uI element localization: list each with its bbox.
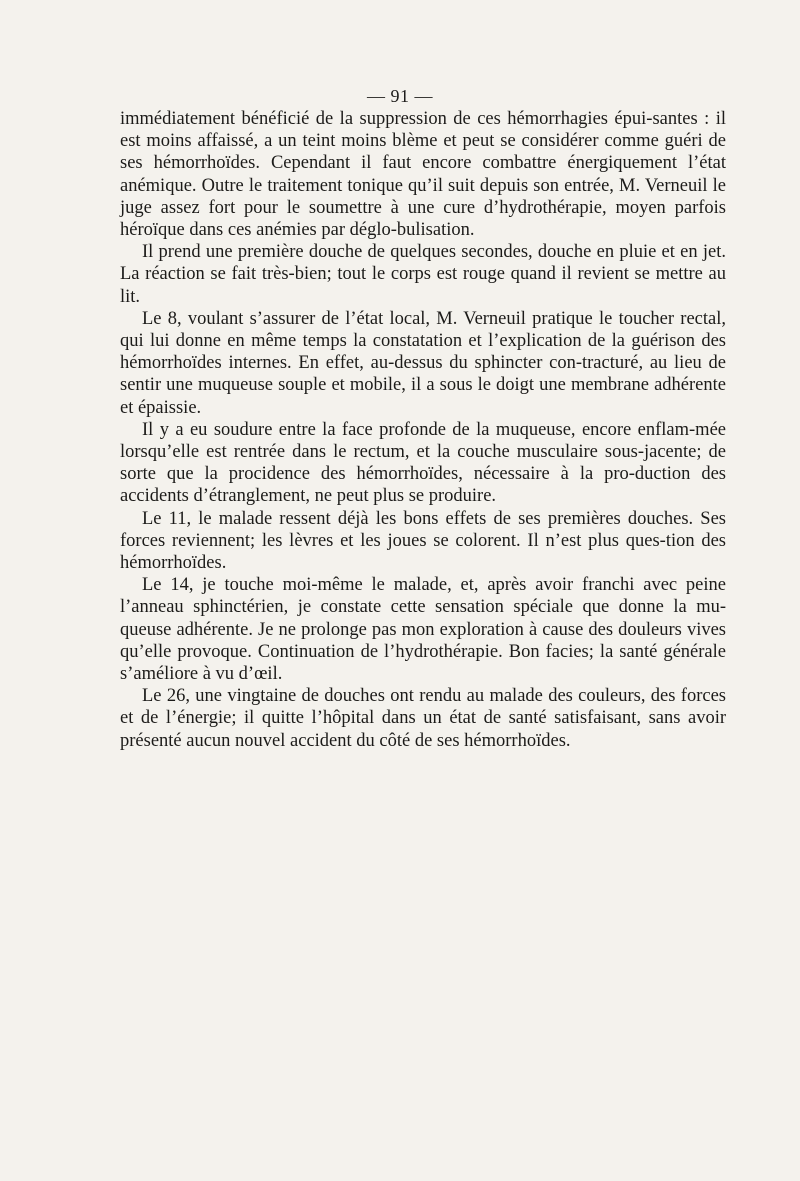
paragraph-5: Le 11, le malade ressent déjà les bons effets de ses premières douches. Ses forces reviennent; les lèvres et les joues se colorent. Il n’est plus ques-tion des hémorrhoïdes. xyxy=(120,508,726,574)
body-text xyxy=(120,108,726,752)
page-number: — 91 — xyxy=(367,86,433,106)
paragraph-3: Le 8, voulant s’assurer de l’état local, M. Verneuil pratique le toucher rectal, qui lui donne en même temps la constatation et l’explication de la guérison des hémorrhoïdes internes. En effet, au-dessus du sphincter con-tracturé, au lieu de sentir une muqueuse souple et mobile, il a sous le doigt une membrane adhérente et épaissie. xyxy=(120,308,726,418)
paragraph-1: immédiatement bénéficié de la suppression de ces hémorrhagies épui-santes : il est moins affaissé, a un teint moins blème et peut se considérer comme guéri de ses hémorrhoïdes. Cependant il faut encore combattre énergiquement l’état anémique. Outre le traitement tonique qu’il suit depuis son entrée, M. Verneuil le juge assez fort pour le soumettre à une cure d’hydrothérapie, moyen parfois héroïque dans ces anémies par déglo-bulisation. xyxy=(120,109,726,241)
paragraph-4: Il y a eu soudure entre la face profonde de la muqueuse, encore enflam-mée lorsqu’elle est rentrée dans le rectum, et la couche musculaire sous-jacente; de sorte que la procidence des hémorrhoïdes, nécessaire à la pro-duction des accidents d’étranglement, ne peut plus se produire. xyxy=(120,419,726,507)
paragraph-2: Il prend une première douche de quelques secondes, douche en pluie et en jet. La réaction se fait très-bien; tout le corps est rouge quand il revient se mettre au lit. xyxy=(120,242,726,307)
paragraph-7: Le 26, une vingtaine de douches ont rendu au malade des couleurs, des forces et de l’énergie; il quitte l’hôpital dans un état de santé satisfaisant, sans avoir présenté aucun nouvel accident du côté de ses hémorrhoïdes. xyxy=(120,686,726,751)
paragraph-6: Le 14, je touche moi-même le malade, et, après avoir franchi avec peine l’anneau sphinctérien, je constate cette sensation spéciale que donne la mu-queuse adhérente. Je ne prolonge pas mon exploration à cause des douleurs vives qu’elle provoque. Continuation de l’hydrothérapie. Bon facies; la santé générale s’améliore à vu d’œil. xyxy=(120,575,726,685)
